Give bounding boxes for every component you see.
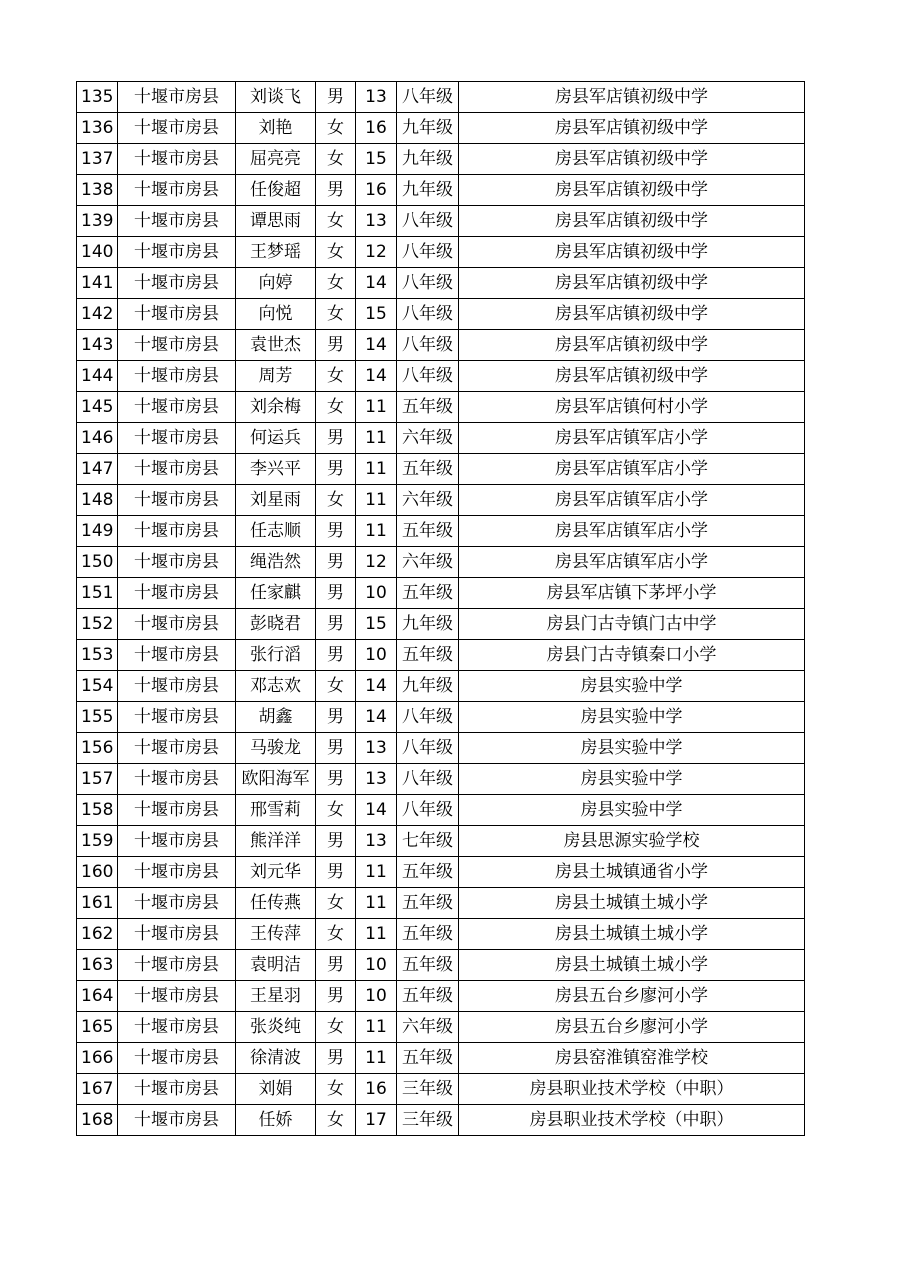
table-row (77, 82, 805, 113)
region-cell: 十堰市房县 (118, 299, 236, 330)
region-cell: 十堰市房县 (118, 702, 236, 733)
student-name-cell: 刘星雨 (236, 485, 316, 516)
school-cell: 房县军店镇军店小学 (459, 423, 805, 454)
school-cell: 房县职业技术学校（中职） (459, 1074, 805, 1105)
age-cell: 15 (356, 609, 397, 640)
region-cell: 十堰市房县 (118, 516, 236, 547)
age-cell: 13 (356, 206, 397, 237)
student-name-cell: 欧阳海军 (236, 764, 316, 795)
age-cell: 11 (356, 857, 397, 888)
school-cell: 房县实验中学 (459, 733, 805, 764)
age-cell: 15 (356, 299, 397, 330)
table-row (77, 795, 805, 826)
region-cell: 十堰市房县 (118, 888, 236, 919)
student-name-cell: 刘艳 (236, 113, 316, 144)
age-cell: 12 (356, 237, 397, 268)
gender-cell: 男 (316, 175, 356, 206)
region-cell: 十堰市房县 (118, 175, 236, 206)
age-cell: 14 (356, 702, 397, 733)
region-cell: 十堰市房县 (118, 795, 236, 826)
gender-cell: 女 (316, 392, 356, 423)
grade-cell: 八年级 (397, 237, 459, 268)
region-cell: 十堰市房县 (118, 82, 236, 113)
table-body (77, 82, 805, 1136)
school-cell: 房县土城镇土城小学 (459, 950, 805, 981)
table-row (77, 454, 805, 485)
gender-cell: 男 (316, 609, 356, 640)
grade-cell: 八年级 (397, 361, 459, 392)
grade-cell: 五年级 (397, 919, 459, 950)
grade-cell: 八年级 (397, 206, 459, 237)
grade-cell: 五年级 (397, 578, 459, 609)
school-cell: 房县职业技术学校（中职） (459, 1105, 805, 1136)
table-row (77, 175, 805, 206)
student-name-cell: 向婷 (236, 268, 316, 299)
region-cell: 十堰市房县 (118, 454, 236, 485)
student-name-cell: 熊洋洋 (236, 826, 316, 857)
age-cell: 11 (356, 516, 397, 547)
school-cell: 房县军店镇初级中学 (459, 330, 805, 361)
student-name-cell: 何运兵 (236, 423, 316, 454)
school-cell: 房县五台乡廖河小学 (459, 981, 805, 1012)
age-cell: 10 (356, 640, 397, 671)
age-cell: 11 (356, 1043, 397, 1074)
region-cell: 十堰市房县 (118, 609, 236, 640)
region-cell: 十堰市房县 (118, 857, 236, 888)
row-number: 165 (77, 1012, 118, 1043)
student-name-cell: 王星羽 (236, 981, 316, 1012)
region-cell: 十堰市房县 (118, 144, 236, 175)
region-cell: 十堰市房县 (118, 1105, 236, 1136)
student-name-cell: 刘余梅 (236, 392, 316, 423)
school-cell: 房县军店镇初级中学 (459, 144, 805, 175)
school-cell: 房县实验中学 (459, 671, 805, 702)
age-cell: 10 (356, 578, 397, 609)
grade-cell: 七年级 (397, 826, 459, 857)
region-cell: 十堰市房县 (118, 919, 236, 950)
student-name-cell: 绳浩然 (236, 547, 316, 578)
row-number: 163 (77, 950, 118, 981)
gender-cell: 男 (316, 640, 356, 671)
table-row (77, 361, 805, 392)
row-number: 168 (77, 1105, 118, 1136)
table-row (77, 950, 805, 981)
grade-cell: 六年级 (397, 1012, 459, 1043)
row-number: 149 (77, 516, 118, 547)
school-cell: 房县实验中学 (459, 702, 805, 733)
gender-cell: 男 (316, 857, 356, 888)
table-row (77, 702, 805, 733)
table-row (77, 733, 805, 764)
grade-cell: 八年级 (397, 795, 459, 826)
student-name-cell: 邓志欢 (236, 671, 316, 702)
region-cell: 十堰市房县 (118, 237, 236, 268)
grade-cell: 五年级 (397, 454, 459, 485)
row-number: 137 (77, 144, 118, 175)
grade-cell: 八年级 (397, 268, 459, 299)
region-cell: 十堰市房县 (118, 206, 236, 237)
student-name-cell: 任志顺 (236, 516, 316, 547)
school-cell: 房县实验中学 (459, 764, 805, 795)
school-cell: 房县军店镇初级中学 (459, 206, 805, 237)
region-cell: 十堰市房县 (118, 981, 236, 1012)
gender-cell: 男 (316, 826, 356, 857)
row-number: 167 (77, 1074, 118, 1105)
age-cell: 14 (356, 671, 397, 702)
student-name-cell: 张炎纯 (236, 1012, 316, 1043)
grade-cell: 九年级 (397, 671, 459, 702)
table-row (77, 1043, 805, 1074)
table-row (77, 206, 805, 237)
table-row (77, 237, 805, 268)
grade-cell: 五年级 (397, 857, 459, 888)
age-cell: 11 (356, 888, 397, 919)
row-number: 164 (77, 981, 118, 1012)
age-cell: 13 (356, 733, 397, 764)
region-cell: 十堰市房县 (118, 547, 236, 578)
grade-cell: 五年级 (397, 640, 459, 671)
school-cell: 房县窑淮镇窑淮学校 (459, 1043, 805, 1074)
age-cell: 11 (356, 392, 397, 423)
school-cell: 房县门古寺镇门古中学 (459, 609, 805, 640)
row-number: 158 (77, 795, 118, 826)
gender-cell: 男 (316, 330, 356, 361)
gender-cell: 男 (316, 702, 356, 733)
grade-cell: 六年级 (397, 547, 459, 578)
table-row (77, 857, 805, 888)
row-number: 148 (77, 485, 118, 516)
gender-cell: 女 (316, 1074, 356, 1105)
table-row (77, 640, 805, 671)
student-name-cell: 周芳 (236, 361, 316, 392)
region-cell: 十堰市房县 (118, 764, 236, 795)
gender-cell: 女 (316, 144, 356, 175)
table-row (77, 919, 805, 950)
grade-cell: 六年级 (397, 485, 459, 516)
grade-cell: 八年级 (397, 702, 459, 733)
grade-cell: 九年级 (397, 175, 459, 206)
age-cell: 11 (356, 423, 397, 454)
gender-cell: 女 (316, 206, 356, 237)
region-cell: 十堰市房县 (118, 392, 236, 423)
grade-cell: 五年级 (397, 950, 459, 981)
grade-cell: 六年级 (397, 423, 459, 454)
school-cell: 房县军店镇初级中学 (459, 268, 805, 299)
table-row (77, 764, 805, 795)
row-number: 153 (77, 640, 118, 671)
row-number: 162 (77, 919, 118, 950)
row-number: 147 (77, 454, 118, 485)
student-name-cell: 王传萍 (236, 919, 316, 950)
table-row (77, 1105, 805, 1136)
gender-cell: 女 (316, 485, 356, 516)
school-cell: 房县军店镇初级中学 (459, 113, 805, 144)
school-cell: 房县土城镇土城小学 (459, 888, 805, 919)
grade-cell: 八年级 (397, 82, 459, 113)
row-number: 136 (77, 113, 118, 144)
student-name-cell: 谭思雨 (236, 206, 316, 237)
region-cell: 十堰市房县 (118, 423, 236, 454)
gender-cell: 男 (316, 981, 356, 1012)
gender-cell: 男 (316, 454, 356, 485)
age-cell: 15 (356, 144, 397, 175)
gender-cell: 男 (316, 578, 356, 609)
table-row (77, 981, 805, 1012)
row-number: 140 (77, 237, 118, 268)
student-name-cell: 彭晓君 (236, 609, 316, 640)
row-number: 142 (77, 299, 118, 330)
age-cell: 11 (356, 1012, 397, 1043)
student-name-cell: 袁明洁 (236, 950, 316, 981)
gender-cell: 男 (316, 547, 356, 578)
table-row (77, 888, 805, 919)
table-row (77, 1074, 805, 1105)
school-cell: 房县军店镇初级中学 (459, 237, 805, 268)
student-name-cell: 张行滔 (236, 640, 316, 671)
table-row (77, 547, 805, 578)
student-name-cell: 袁世杰 (236, 330, 316, 361)
table-row (77, 485, 805, 516)
student-name-cell: 任娇 (236, 1105, 316, 1136)
gender-cell: 男 (316, 82, 356, 113)
age-cell: 16 (356, 1074, 397, 1105)
age-cell: 14 (356, 361, 397, 392)
table-row (77, 392, 805, 423)
grade-cell: 三年级 (397, 1074, 459, 1105)
student-name-cell: 李兴平 (236, 454, 316, 485)
row-number: 156 (77, 733, 118, 764)
table-row (77, 516, 805, 547)
row-number: 166 (77, 1043, 118, 1074)
school-cell: 房县军店镇初级中学 (459, 175, 805, 206)
grade-cell: 五年级 (397, 1043, 459, 1074)
student-name-cell: 屈亮亮 (236, 144, 316, 175)
region-cell: 十堰市房县 (118, 1043, 236, 1074)
gender-cell: 女 (316, 919, 356, 950)
age-cell: 16 (356, 175, 397, 206)
student-name-cell: 任俊超 (236, 175, 316, 206)
age-cell: 11 (356, 485, 397, 516)
row-number: 141 (77, 268, 118, 299)
region-cell: 十堰市房县 (118, 733, 236, 764)
age-cell: 10 (356, 950, 397, 981)
school-cell: 房县军店镇初级中学 (459, 361, 805, 392)
region-cell: 十堰市房县 (118, 361, 236, 392)
student-name-cell: 任传燕 (236, 888, 316, 919)
region-cell: 十堰市房县 (118, 330, 236, 361)
age-cell: 16 (356, 113, 397, 144)
school-cell: 房县军店镇军店小学 (459, 516, 805, 547)
table-row (77, 578, 805, 609)
school-cell: 房县五台乡廖河小学 (459, 1012, 805, 1043)
gender-cell: 男 (316, 733, 356, 764)
table-row (77, 609, 805, 640)
school-cell: 房县实验中学 (459, 795, 805, 826)
gender-cell: 女 (316, 268, 356, 299)
age-cell: 12 (356, 547, 397, 578)
gender-cell: 女 (316, 795, 356, 826)
age-cell: 14 (356, 268, 397, 299)
grade-cell: 八年级 (397, 764, 459, 795)
gender-cell: 男 (316, 423, 356, 454)
row-number: 143 (77, 330, 118, 361)
school-cell: 房县军店镇军店小学 (459, 485, 805, 516)
row-number: 135 (77, 82, 118, 113)
row-number: 160 (77, 857, 118, 888)
age-cell: 17 (356, 1105, 397, 1136)
row-number: 155 (77, 702, 118, 733)
grade-cell: 九年级 (397, 113, 459, 144)
row-number: 144 (77, 361, 118, 392)
student-name-cell: 王梦瑶 (236, 237, 316, 268)
school-cell: 房县军店镇初级中学 (459, 82, 805, 113)
region-cell: 十堰市房县 (118, 640, 236, 671)
row-number: 145 (77, 392, 118, 423)
school-cell: 房县土城镇通省小学 (459, 857, 805, 888)
row-number: 151 (77, 578, 118, 609)
student-name-cell: 任家麒 (236, 578, 316, 609)
gender-cell: 女 (316, 113, 356, 144)
gender-cell: 男 (316, 1043, 356, 1074)
row-number: 161 (77, 888, 118, 919)
student-name-cell: 邢雪莉 (236, 795, 316, 826)
student-name-cell: 刘娟 (236, 1074, 316, 1105)
region-cell: 十堰市房县 (118, 1074, 236, 1105)
grade-cell: 八年级 (397, 299, 459, 330)
grade-cell: 五年级 (397, 888, 459, 919)
school-cell: 房县军店镇军店小学 (459, 454, 805, 485)
student-name-cell: 向悦 (236, 299, 316, 330)
region-cell: 十堰市房县 (118, 578, 236, 609)
age-cell: 11 (356, 454, 397, 485)
student-name-cell: 马骏龙 (236, 733, 316, 764)
region-cell: 十堰市房县 (118, 485, 236, 516)
grade-cell: 九年级 (397, 144, 459, 175)
table-row (77, 299, 805, 330)
school-cell: 房县军店镇军店小学 (459, 547, 805, 578)
grade-cell: 九年级 (397, 609, 459, 640)
region-cell: 十堰市房县 (118, 671, 236, 702)
grade-cell: 八年级 (397, 330, 459, 361)
gender-cell: 女 (316, 299, 356, 330)
school-cell: 房县土城镇土城小学 (459, 919, 805, 950)
school-cell: 房县门古寺镇秦口小学 (459, 640, 805, 671)
school-cell: 房县军店镇初级中学 (459, 299, 805, 330)
region-cell: 十堰市房县 (118, 1012, 236, 1043)
row-number: 157 (77, 764, 118, 795)
age-cell: 13 (356, 764, 397, 795)
region-cell: 十堰市房县 (118, 113, 236, 144)
table-row (77, 423, 805, 454)
school-cell: 房县军店镇下茅坪小学 (459, 578, 805, 609)
row-number: 146 (77, 423, 118, 454)
gender-cell: 男 (316, 764, 356, 795)
row-number: 150 (77, 547, 118, 578)
age-cell: 14 (356, 330, 397, 361)
row-number: 159 (77, 826, 118, 857)
region-cell: 十堰市房县 (118, 950, 236, 981)
grade-cell: 五年级 (397, 516, 459, 547)
table-row (77, 330, 805, 361)
gender-cell: 女 (316, 671, 356, 702)
student-name-cell: 刘谈飞 (236, 82, 316, 113)
age-cell: 14 (356, 795, 397, 826)
table-row (77, 144, 805, 175)
student-name-cell: 刘元华 (236, 857, 316, 888)
age-cell: 13 (356, 82, 397, 113)
school-cell: 房县思源实验学校 (459, 826, 805, 857)
row-number: 139 (77, 206, 118, 237)
gender-cell: 男 (316, 950, 356, 981)
grade-cell: 三年级 (397, 1105, 459, 1136)
gender-cell: 男 (316, 516, 356, 547)
student-name-cell: 胡鑫 (236, 702, 316, 733)
grade-cell: 五年级 (397, 392, 459, 423)
age-cell: 13 (356, 826, 397, 857)
age-cell: 10 (356, 981, 397, 1012)
school-cell: 房县军店镇何村小学 (459, 392, 805, 423)
region-cell: 十堰市房县 (118, 826, 236, 857)
region-cell: 十堰市房县 (118, 268, 236, 299)
gender-cell: 女 (316, 361, 356, 392)
table-row (77, 113, 805, 144)
gender-cell: 女 (316, 237, 356, 268)
table-row (77, 268, 805, 299)
grade-cell: 八年级 (397, 733, 459, 764)
table-row (77, 671, 805, 702)
row-number: 154 (77, 671, 118, 702)
gender-cell: 女 (316, 888, 356, 919)
student-name-cell: 徐清波 (236, 1043, 316, 1074)
age-cell: 11 (356, 919, 397, 950)
student-list-table (76, 81, 805, 1136)
table-row (77, 1012, 805, 1043)
table-row (77, 826, 805, 857)
row-number: 138 (77, 175, 118, 206)
grade-cell: 五年级 (397, 981, 459, 1012)
gender-cell: 女 (316, 1012, 356, 1043)
gender-cell: 女 (316, 1105, 356, 1136)
row-number: 152 (77, 609, 118, 640)
